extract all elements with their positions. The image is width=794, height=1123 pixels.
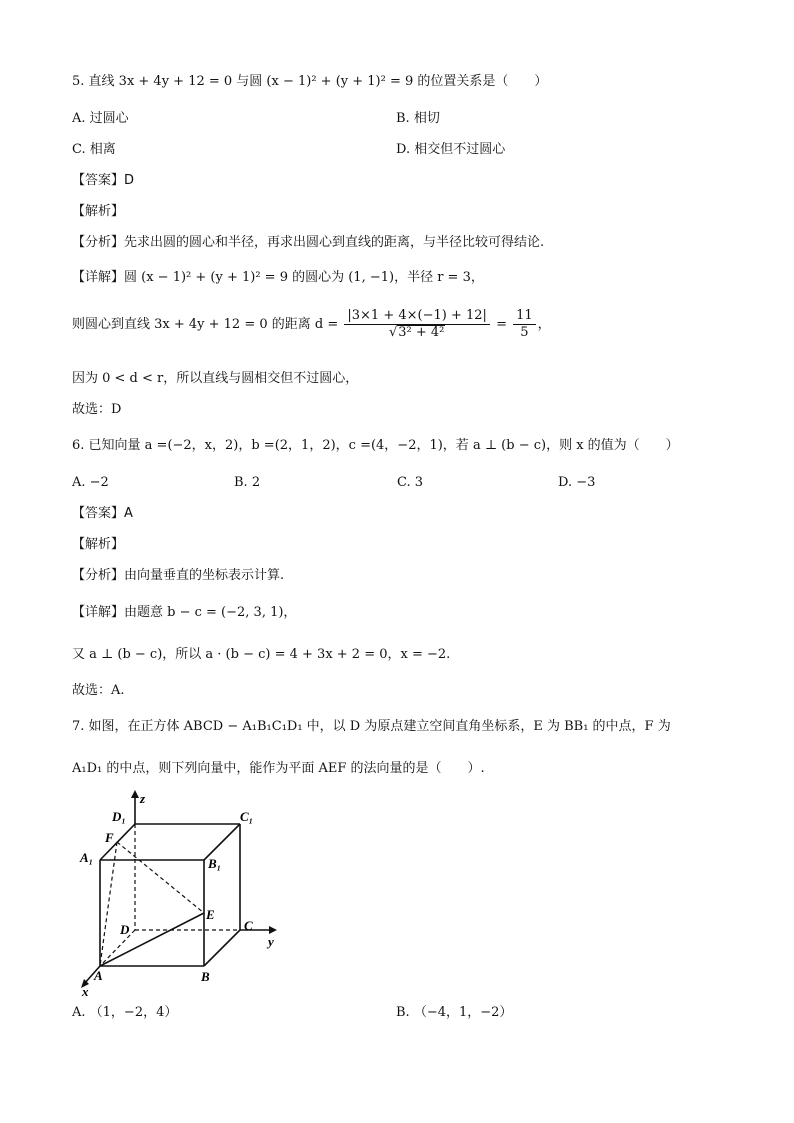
label-e: E (206, 907, 215, 922)
label-a: A (94, 968, 103, 983)
distance-fraction (344, 308, 490, 341)
q5-fenxi: 【分析】先求出圆的圆心和半径，再求出圆心到直线的距离，与半径比较可得结论. (72, 235, 545, 250)
label-c: C (244, 918, 253, 933)
label-z: z (140, 791, 146, 806)
q6-analysis-label: 【解析】 (72, 537, 125, 552)
label-d: D (120, 922, 130, 937)
q6-detail-2: 又 a ⊥ (b − c)，所以 a · (b − c) = 4 + 3x + 2 = 0，x = −2. (72, 647, 451, 662)
q6-answer: 【答案】A (72, 506, 133, 521)
q6-option-c: C. 3 (397, 475, 424, 490)
q5-option-a: A. 过圆心 (72, 111, 129, 126)
q7-option-b: B. （−4，1，−2） (396, 1005, 513, 1020)
sqrt-radicand: 3² + 4² (398, 325, 445, 340)
q7-stem-2: A₁D₁ 的中点，则下列向量中，能作为平面 AEF 的法向量的是（ ）. (72, 761, 485, 776)
label-d1: D₁ (112, 809, 126, 824)
result-fraction (513, 308, 536, 341)
q5-detail-1: 【详解】圆 (x − 1)² + (y + 1)² = 9 的圆心为 (1, −1)，半径 r = 3， (72, 270, 484, 285)
q6-option-b: B. 2 (234, 475, 261, 490)
y-arrow-icon (269, 926, 277, 934)
label-a1: A₁ (80, 850, 94, 865)
q6-detail-1: 【详解】由题意 b − c = (−2, 3, 1)， (72, 605, 297, 620)
label-b: B (201, 969, 210, 984)
distance-numerator: |3×1 + 4×(−1) + 12| (344, 308, 490, 325)
label-b1: B₁ (208, 856, 222, 871)
q5-option-b: B. 相切 (396, 111, 440, 126)
q5-detail-3: 因为 0 < d < r，所以直线与圆相交但不过圆心， (72, 371, 359, 386)
result-denominator: 5 (520, 325, 529, 340)
q6-conclusion: 故选：A. (72, 683, 125, 698)
q5-detail-2: 则圆心到直线 3x + 4y + 12 = 0 的距离 d = $\frac{|3\times 1 + 4\times(-1) + 12|}{\text{√3² + 4²}}$ = $\frac{11}{5}$ ， (72, 308, 551, 340)
q7-option-a: A. （1，−2，4） (72, 1005, 178, 1020)
label-c1: C₁ (240, 809, 254, 824)
edge-ad-hidden (100, 930, 135, 966)
label-x: x (82, 984, 89, 998)
distance-denominator: √3² + 4² (388, 325, 445, 340)
edge-b1c1 (204, 824, 240, 860)
cube-figure (72, 788, 292, 998)
q6-option-a: A. −2 (72, 475, 109, 490)
result-numerator: 11 (513, 308, 536, 325)
q5-answer: 【答案】D (72, 173, 135, 188)
q6-fenxi: 【分析】由向量垂直的坐标表示计算. (72, 568, 285, 583)
q6-stem: 6. 已知向量 a =(−2，x，2)，b =(2，1，2)，c =(4，−2，1)，若 a ⊥ (b − c)，则 x 的值为（ ） (72, 438, 679, 453)
q5-option-c: C. 相离 (72, 142, 116, 157)
segment-ae (100, 913, 204, 966)
label-y: y (268, 934, 274, 949)
q5-analysis-label: 【解析】 (72, 204, 125, 219)
q7-stem-1: 7. 如图，在正方体 ABCD − A₁B₁C₁D₁ 中，以 D 为原点建立空间直角坐标系，E 为 BB₁ 的中点，F 为 (72, 719, 671, 734)
q5-option-d: D. 相交但不过圆心 (396, 142, 506, 157)
edge-bc (204, 930, 240, 966)
q5-stem: 5. 直线 3x + 4y + 12 = 0 与圆 (x − 1)² + (y + 1)² = 9 的位置关系是（ ） (72, 74, 548, 89)
q5-detail-2-prefix: 则圆心到直线 3x + 4y + 12 = 0 的距离 d = (72, 317, 339, 332)
label-f: F (105, 830, 114, 845)
q5-conclusion: 故选：D (72, 402, 122, 417)
z-arrow-icon (131, 790, 139, 798)
segment-fe (117, 842, 204, 913)
q6-option-d: D. −3 (558, 475, 596, 490)
